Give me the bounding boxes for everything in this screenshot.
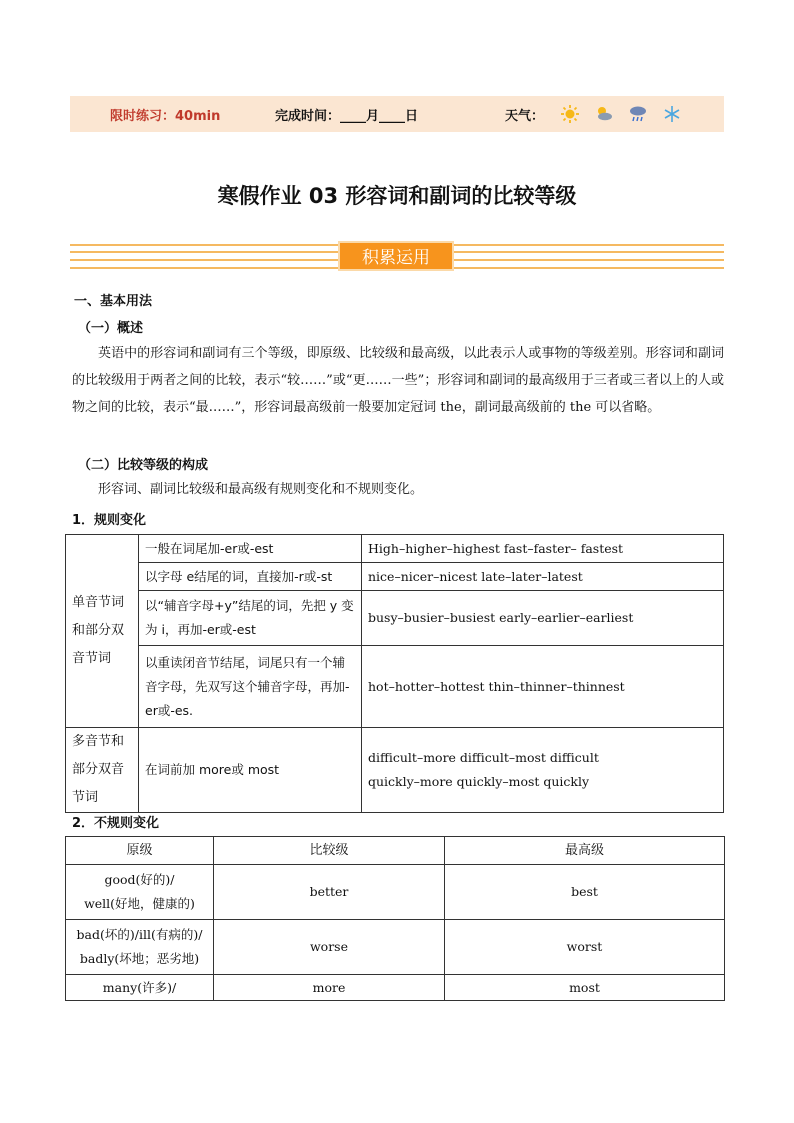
table-row <box>66 646 724 728</box>
sun-icon[interactable] <box>560 104 580 124</box>
regular-heading: 1．规则变化 <box>72 513 147 528</box>
rule-cell: 以字母 e结尾的词，直接加-r或-st <box>139 563 362 591</box>
table-row <box>66 591 724 646</box>
sub2-paragraph <box>72 476 724 503</box>
example-line: quickly–more quickly–most quickly <box>368 774 590 789</box>
base-line: well(好地，健康的) <box>84 896 195 911</box>
example-cell: busy–busier–busiest early–earlier–earliest <box>362 591 724 646</box>
category-cell: 多音节和部分双音节词 <box>66 728 139 813</box>
partly-cloudy-icon[interactable] <box>594 104 614 124</box>
table-row <box>66 535 724 563</box>
column-header: 比较级 <box>214 837 445 865</box>
section-tag: 积累运用 <box>338 241 454 271</box>
example-cell <box>362 728 724 813</box>
table-row <box>66 920 725 975</box>
regular-table <box>65 534 724 813</box>
example-cell: High–higher–highest fast–faster– fastest <box>362 535 724 563</box>
superlative-cell: most <box>445 975 725 1001</box>
comparative-cell: more <box>214 975 445 1001</box>
header-bar <box>70 96 724 132</box>
example-cell: nice–nicer–nicest late–later–latest <box>362 563 724 591</box>
weather-icons <box>560 104 682 124</box>
section-banner <box>70 240 724 274</box>
base-cell: many(许多)/ <box>66 975 214 1001</box>
irregular-heading: 2．不规则变化 <box>72 816 160 831</box>
base-line: badly(坏地；恶劣地) <box>79 951 200 966</box>
base-cell <box>66 865 214 920</box>
category-cell: 单音节词和部分双音节词 <box>66 535 139 728</box>
time-limit-label: 限时练习：40min <box>110 108 221 124</box>
example-cell: hot–hotter–hottest thin–thinner–thinnest <box>362 646 724 728</box>
base-cell <box>66 920 214 975</box>
table-row <box>66 728 724 813</box>
column-header: 最高级 <box>445 837 725 865</box>
snowflake-icon[interactable] <box>662 104 682 124</box>
rule-cell: 以重读闭音节结尾，词尾只有一个辅音字母，先双写这个辅音字母，再加-er或-es. <box>139 646 362 728</box>
superlative-cell: worst <box>445 920 725 975</box>
comparative-cell: better <box>214 865 445 920</box>
base-line: good(好的)/ <box>104 872 175 887</box>
rule-cell: 在词前加 more或 most <box>139 728 362 813</box>
sub2-text: 形容词、副词比较级和最高级有规则变化和不规则变化。 <box>98 482 424 497</box>
table-row <box>66 975 725 1001</box>
part1-heading: 一、基本用法 <box>74 294 153 309</box>
rule-cell: 一般在词尾加-er或-est <box>139 535 362 563</box>
completion-time-label: 完成时间：____月____日 <box>275 108 419 124</box>
weather-label: 天气： <box>505 108 545 124</box>
rule-cell: 以“辅音字母+y”结尾的词，先把 y 变为 i，再加-er或-est <box>139 591 362 646</box>
example-line: difficult–more difficult–most difficult <box>368 750 599 765</box>
superlative-cell: best <box>445 865 725 920</box>
irregular-table <box>65 836 725 1001</box>
comparative-cell: worse <box>214 920 445 975</box>
base-line: bad(坏的)/ill(有病的)/ <box>76 927 203 942</box>
page-title: 寒假作业 03 形容词和副词的比较等级 <box>217 184 577 208</box>
sub1-paragraph <box>72 340 724 421</box>
sub2-heading: （二）比较等级的构成 <box>78 458 209 473</box>
column-header: 原级 <box>66 837 214 865</box>
sub1-text: 英语中的形容词和副词有三个等级，即原级、比较级和最高级，以此表示人或事物的等级差别。形容词和副词的比较级用于两者之间的比较，表示“较……”或“更……一些”；形容词和副词的最高级用于三者或三者以上的人或物之间的比较，表示“最……”，形容词最高级前一般要加定冠词 the，副词最高级前的 the 可以省略。 <box>72 346 724 415</box>
rain-icon[interactable] <box>628 104 648 124</box>
table-header-row <box>66 837 725 865</box>
sub1-heading: （一）概述 <box>78 321 144 336</box>
table-row <box>66 865 725 920</box>
table-row <box>66 563 724 591</box>
